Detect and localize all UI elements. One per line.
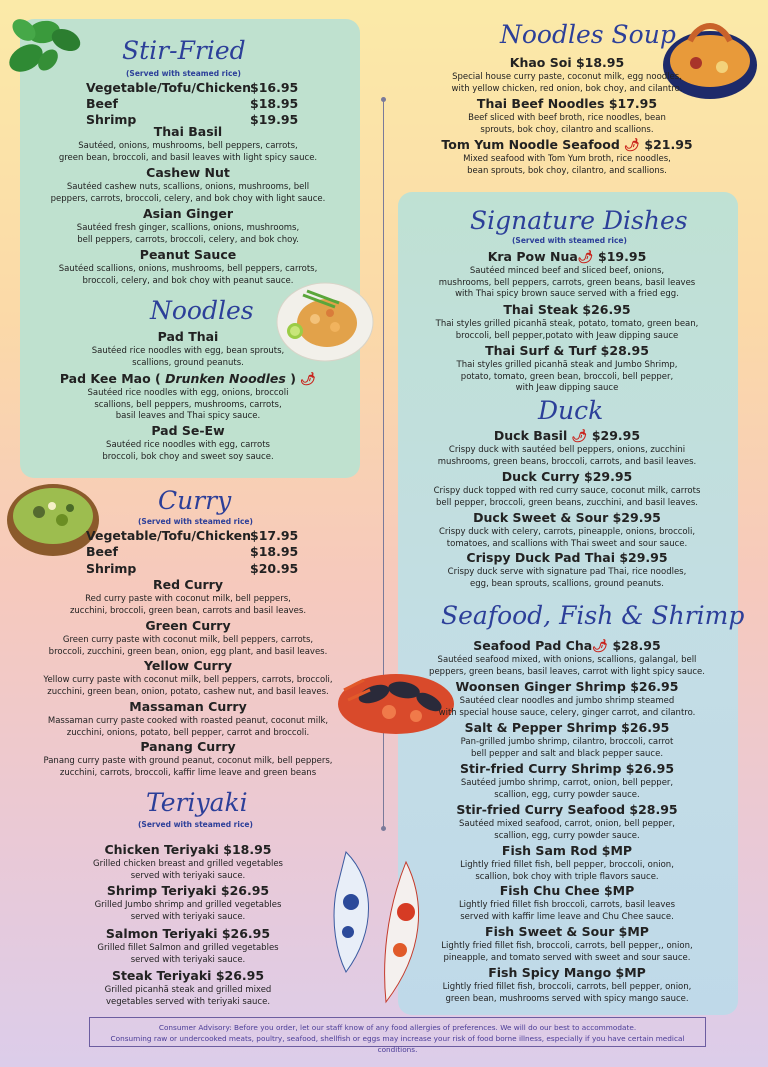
dish-name: Salt & Pepper Shrimp $26.95	[464, 720, 670, 735]
dish-name: Yellow Curry	[144, 658, 232, 673]
dish-name: Kra Pow Nua🌶 $19.95	[487, 249, 647, 264]
dish-desc: Crispy duck serve with signature pad Thai, rice noodles, egg, bean sprouts, scallions, ground peanuts.	[447, 567, 687, 589]
dish-name: Woonsen Ginger Shrimp $26.95	[455, 679, 679, 694]
signature-note: (Served with steamed rice)	[512, 236, 627, 245]
dish-name: Cashew Nut	[146, 165, 230, 180]
price-label: Beef	[86, 544, 118, 559]
dish-desc: Sautéed minced beef and sliced beef, onions, mushrooms, bell peppers, carrots, green beans, basil leaves with Thai spicy brown sauce served with a fried egg.	[438, 266, 696, 299]
dish-desc: Sautéed cashew nuts, scallions, onions, mushrooms, bell peppers, carrots, broccoli, celery, and bok choy with light sauce.	[50, 182, 326, 204]
price-value: $18.95	[250, 96, 299, 111]
dish-desc: Mixed seafood with Tom Yum broth, rice noodles, bean sprouts, bok choy, cilantro, and scallions.	[463, 154, 671, 176]
price-label: Vegetable/Tofu/Chicken	[86, 80, 252, 95]
dish-desc: Grilled chicken breast and grilled vegetables served with teriyaki sauce.	[93, 859, 283, 881]
curry-note: (Served with steamed rice)	[138, 517, 253, 526]
dish-name: Fish Spicy Mango $MP	[488, 965, 646, 980]
dish-desc: Lightly fried fillet fish, broccoli, carrots, bell pepper,, onion, pineapple, and tomato served with sweet and sour sauce.	[441, 941, 693, 963]
dish-desc: Grilled picanhã steak and grilled mixed vegetables served with teriyaki sauce.	[104, 985, 272, 1007]
dish-name: Stir-fried Curry Seafood $28.95	[456, 802, 678, 817]
dish-desc: Sautéed scallions, onions, mushrooms, bell peppers, carrots, broccoli, celery, and bok choy with peanut sauce.	[58, 264, 318, 286]
dish-name: Pad Thai	[157, 329, 219, 344]
price-label: Beef	[86, 96, 118, 111]
dish-desc: Sautéed clear noodles and jumbo shrimp steamed with special house sauce, celery, ginger carrot, and cilantro.	[438, 696, 696, 718]
dish-desc: Sautéed jumbo shrimp, carrot, onion, bell pepper, scallion, egg, curry powder sauce.	[460, 778, 674, 800]
dish-name: Tom Yum Noodle Seafood 🌶 $21.95	[441, 137, 693, 152]
consumer-advisory: Consumer Advisory: Before you order, let our staff know of any food allergies of preferences. We will do our best to accommodate. Consuming raw or undercooked meats, poultry, seafood, shellfish or eggs may increase your risk of food borne illness, especially if you have certain medical conditions.	[89, 1017, 706, 1047]
dish-name: Thai Basil	[153, 124, 223, 139]
dish-name: Shrimp Teriyaki $26.95	[106, 883, 270, 898]
dish-desc: Sautéed, onions, mushrooms, bell peppers, carrots, green bean, broccoli, and basil leaves with light spicy sauce.	[58, 141, 318, 163]
dish-desc: Beef sliced with beef broth, rice noodles, bean sprouts, bok choy, cilantro and scallions.	[468, 113, 666, 135]
price-value: $20.95	[250, 561, 299, 576]
dish-name: Duck Basil 🌶 $29.95	[493, 428, 641, 443]
dish-desc: Sautéed rice noodles with egg, onions, broccoli scallions, bell peppers, mushrooms, carrots, basil leaves and Thai spicy sauce.	[87, 388, 289, 421]
dish-name: Fish Sweet & Sour $MP	[485, 924, 649, 939]
chili-pepper-icon: 🌶	[300, 371, 317, 386]
price-value: $16.95	[250, 80, 299, 95]
dish-desc: Lightly fried fillet fish, bell pepper, broccoli, onion, scallion, bok choy with triple flavors sauce.	[460, 860, 674, 882]
dish-desc: Sautéed rice noodles with egg, carrots broccoli, bok choy and sweet soy sauce.	[102, 440, 274, 462]
price-value: $18.95	[250, 544, 299, 559]
dish-name: Salmon Teriyaki $26.95	[105, 926, 271, 941]
dish-desc: Grilled Jumbo shrimp and grilled vegetables served with teriyaki sauce.	[94, 900, 282, 922]
dish-desc: Lightly fried fillet fish broccoli, carrots, basil leaves served with kaffir lime leave and Chu Chee sauce.	[458, 900, 676, 922]
price-label: Shrimp	[86, 561, 137, 576]
dish-name: Steak Teriyaki $26.95	[111, 968, 265, 983]
stir-fried-note: (Served with steamed rice)	[126, 69, 241, 78]
signature-dishes-title: Signature Dishes	[470, 206, 688, 235]
dish-desc: Pan-grilled jumbo shrimp, cilantro, broccoli, carrot bell pepper and salt and black pepper sauce.	[460, 737, 674, 759]
dish-desc: Yellow curry paste with coconut milk, bell peppers, carrots, broccoli, zucchini, green bean, onion, potato, cashew nut, and basil leaves.	[43, 675, 333, 697]
dish-name: Thai Beef Noodles $17.95	[476, 96, 658, 111]
dish-name: Pad Kee Mao ( Drunken Noodles ) 🌶	[59, 371, 317, 386]
dish-name: Thai Steak $26.95	[503, 302, 631, 317]
dish-desc: Sautéed fresh ginger, scallions, onions, mushrooms, bell peppers, carrots, broccoli, celery, and bok choy.	[76, 223, 300, 245]
price-value: $17.95	[250, 528, 299, 543]
dish-name: Red Curry	[153, 577, 223, 592]
dish-name: Stir-fried Curry Shrimp $26.95	[459, 761, 675, 776]
stir-fried-title: Stir-Fried	[122, 36, 246, 65]
dish-desc: Sautéed seafood mixed, with onions, scallions, galangal, bell peppers, green beans, basil leaves, carrot with light spicy sauce.	[429, 655, 705, 677]
dish-name: Chicken Teriyaki $18.95	[104, 842, 272, 857]
noodles-soup-title: Noodles Soup	[500, 20, 676, 49]
dish-name: Crispy Duck Pad Thai $29.95	[466, 550, 668, 565]
dish-name: Asian Ginger	[142, 206, 234, 221]
dish-name: Pad Se-Ew	[151, 423, 225, 438]
teriyaki-title: Teriyaki	[146, 788, 248, 817]
dish-desc: Crispy duck with sautéed bell peppers, onions, zucchini mushrooms, green beans, broccoli, carrots, and basil leaves.	[437, 445, 697, 467]
dish-name: Thai Surf & Turf $28.95	[485, 343, 649, 358]
price-value: $19.95	[250, 112, 299, 127]
dish-name: Duck Sweet & Sour $29.95	[473, 510, 661, 525]
dish-desc: Crispy duck with celery, carrots, pineapple, onions, broccoli, tomatoes, and scallions with Thai sweet and sour sauce.	[438, 527, 696, 549]
dish-name: Panang Curry	[140, 739, 236, 754]
dish-desc: Massaman curry paste cooked with roasted peanut, coconut milk, zucchini, onions, potato, bell pepper, carrot and broccoli.	[47, 716, 329, 738]
price-label: Shrimp	[86, 112, 137, 127]
teriyaki-note: (Served with steamed rice)	[138, 820, 253, 829]
dish-name: Green Curry	[145, 618, 231, 633]
dish-desc: Thai styles grilled picanhã steak and Jumbo Shrimp, potato, tomato, green bean, broccoli, bell pepper, with Jeaw dipping sauce	[456, 360, 678, 393]
dish-desc: Special house curry paste, coconut milk, egg noodles, with yellow chicken, red onion, bok choy, and cilantro.	[451, 72, 683, 94]
dish-desc: Grilled fillet Salmon and grilled vegetables served with teriyaki sauce.	[97, 943, 279, 965]
duck-title: Duck	[538, 396, 604, 425]
dish-name: Seafood Pad Cha🌶 $28.95	[473, 638, 661, 653]
dish-name: Khao Soi $18.95	[509, 55, 625, 70]
dish-desc: Sautéed mixed seafood, carrot, onion, bell pepper, scallion, egg, curry powder sauce.	[459, 819, 675, 841]
chili-pepper-icon: 🌶	[624, 137, 641, 152]
dish-desc: Red curry paste with coconut milk, bell peppers, zucchini, broccoli, green bean, carrots and basil leaves.	[69, 594, 307, 616]
seafood-title: Seafood, Fish & Shrimp	[441, 601, 745, 630]
dish-desc: Panang curry paste with ground peanut, coconut milk, bell peppers, zucchini, carrots, broccoli, kaffir lime leave and green beans	[43, 756, 333, 778]
dish-name: Fish Chu Chee $MP	[499, 883, 635, 898]
chili-pepper-icon: 🌶	[571, 428, 588, 443]
dish-desc: Lightly fried fillet fish, broccoli, carrots, bell pepper, onion, green bean, mushrooms served with spicy mango sauce.	[442, 982, 692, 1004]
noodles-title: Noodles	[150, 296, 254, 325]
dish-name: Massaman Curry	[129, 699, 247, 714]
dish-desc: Crispy duck topped with red curry sauce, coconut milk, carrots bell pepper, broccoli, green beans, zucchini, and basil leaves.	[433, 486, 701, 508]
basil-leaves-image	[4, 8, 86, 80]
dish-name: Duck Curry $29.95	[501, 469, 633, 484]
price-label: Vegetable/Tofu/Chicken	[86, 528, 252, 543]
chili-pepper-icon: 🌶	[592, 638, 609, 653]
dish-name: Fish Sam Rod $MP	[501, 843, 633, 858]
dish-name: Peanut Sauce	[139, 247, 237, 262]
chili-pepper-icon: 🌶	[577, 249, 594, 264]
dish-desc: Green curry paste with coconut milk, bell peppers, carrots, broccoli, zucchini, green bean, onion, egg plant, and basil leaves.	[48, 635, 328, 657]
dish-desc: Sautéed rice noodles with egg, bean sprouts, scallions, ground peanuts.	[91, 346, 285, 368]
dish-desc: Thai styles grilled picanhã steak, potato, tomato, green bean, broccoli, bell pepper,potato with Jeaw dipping sauce	[435, 319, 699, 341]
curry-title: Curry	[158, 486, 232, 515]
